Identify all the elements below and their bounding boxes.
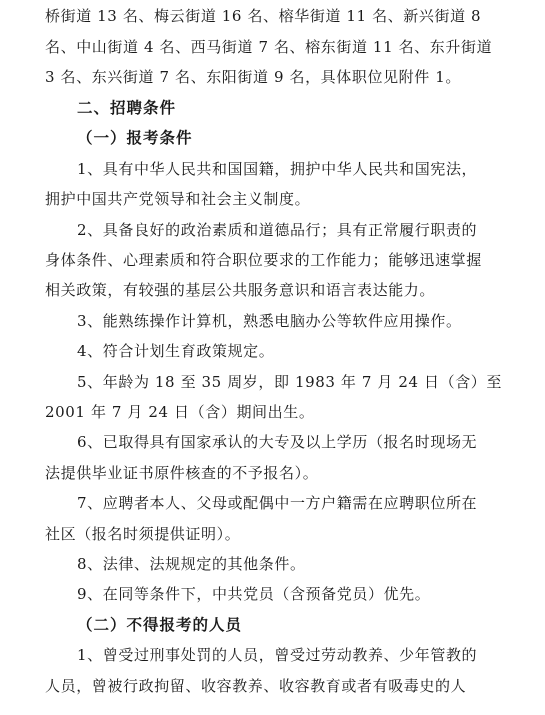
text-line-9: 身体条件、心理素质和符合职位要求的工作能力；能够迅速掌握 <box>45 251 482 269</box>
text-line-12: 4、符合计划生育政策规定。 <box>77 342 275 360</box>
section-heading-recruitment-conditions: 二、招聘条件 <box>77 99 177 117</box>
text-line-22: 1、曾受过刑事处罚的人员，曾受过劳动教养、少年管教的 <box>77 646 478 664</box>
text-line-18: 社区（报名时须提供证明）。 <box>45 525 241 543</box>
text-line-8: 2、具备良好的政治素质和道德品行；具有正常履行职责的 <box>77 221 478 239</box>
text-line-19: 8、法律、法规规定的其他条件。 <box>77 555 306 573</box>
text-line-20: 9、在同等条件下，中共党员（含预备党员）优先。 <box>77 585 431 603</box>
text-line-14: 2001 年 7 月 24 日（含）期间出生。 <box>45 403 315 421</box>
subsection-heading-application-conditions: （一）报考条件 <box>77 129 193 147</box>
text-line-13: 5、年龄为 18 至 35 周岁，即 1983 年 7 月 24 日（含）至 <box>77 373 503 391</box>
subsection-heading-ineligible-persons: （二）不得报考的人员 <box>77 616 243 634</box>
text-line-1: 桥街道 13 名、梅云街道 16 名、榕华街道 11 名、新兴街道 8 <box>45 7 482 25</box>
text-line-15: 6、已取得具有国家承认的大专及以上学历（报名时现场无 <box>77 433 478 451</box>
text-line-11: 3、能熟练操作计算机，熟悉电脑办公等软件应用操作。 <box>77 312 462 330</box>
text-line-10: 相关政策，有较强的基层公共服务意识和语言表达能力。 <box>45 281 436 299</box>
text-line-7: 拥护中国共产党领导和社会主义制度。 <box>45 190 311 208</box>
text-line-17: 7、应聘者本人、父母或配偶中一方户籍需在应聘职位所在 <box>77 494 478 512</box>
text-line-3: 3 名、东兴街道 7 名、东阳街道 9 名，具体职位见附件 1。 <box>45 68 461 86</box>
text-line-16: 法提供毕业证书原件核查的不予报名）。 <box>45 464 319 482</box>
text-line-6: 1、具有中华人民共和国国籍，拥护中华人民共和国宪法， <box>77 160 478 178</box>
text-line-2: 名、中山街道 4 名、西马街道 7 名、榕东街道 11 名、东升街道 <box>45 38 493 56</box>
text-line-23: 人员，曾被行政拘留、收容教养、收容教育或者有吸毒史的人 <box>45 677 467 695</box>
